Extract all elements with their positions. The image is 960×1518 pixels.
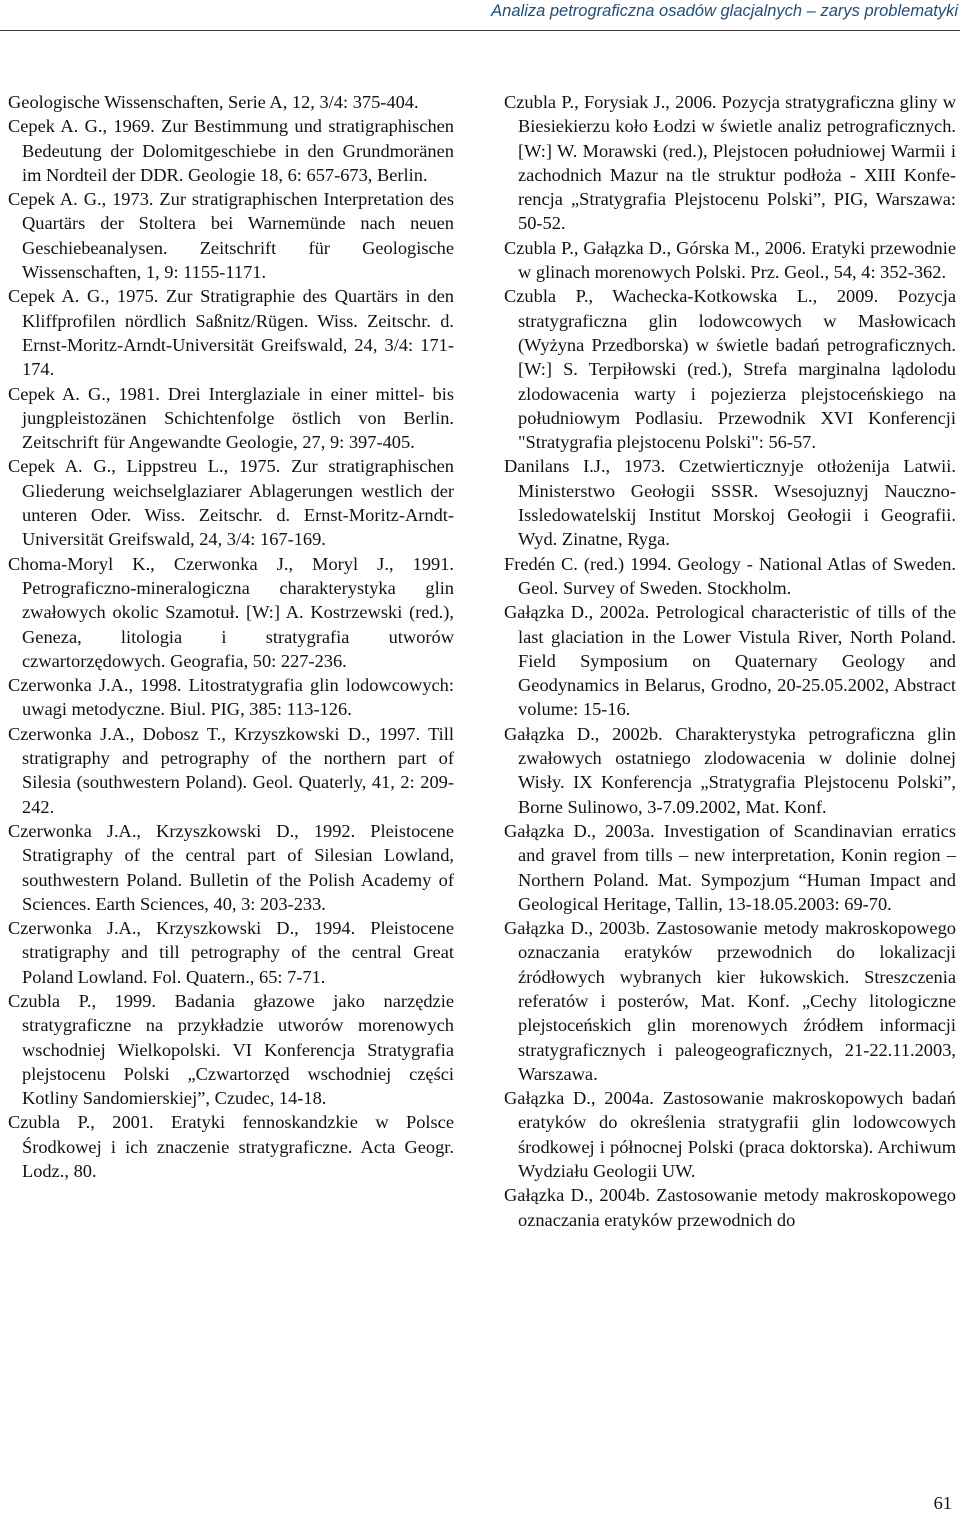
- reference-entry: Gałązka D., 2002a. Petrological characteristic of tills of the last glaciation in the Lower Vistula River, North Poland. Field Symposium on Quaternary Geology and Geodynamics in Belarus, Grodno, 20-25.05.2002, Abstract volume: 15-16.: [504, 602, 956, 720]
- reference-entry: Gałązka D., 2003b. Zastosowanie metody makroskopowego oznaczania eratyków przewodnich do lokalizacji źródłowych wybranych kier łukowskich. Streszczenia referatów i posterów, Mat. Konf. „Cechy litologiczne plejstoceńskich glin morenowych źródłem informacji stratygraficznych i paleogeograficznych, 21-22.11.2003, Warszawa.: [504, 918, 956, 1084]
- reference-entry: Czerwonka J.A., Krzyszkowski D., 1992. Pleistocene Stratigraphy of the central part of Silesian Lowland, southwestern Poland. Bulletin of the Polish Academy of Sciences. Earth Sciences, 40, 3: 203-233.: [8, 820, 454, 914]
- reference-entry: Czubla P., Wachecka-Kotkowska L., 2009. Pozycja stratygraficzna glin lodowcowych w Masłowicach (Wyżyna Przedborska) w świetle badań petrograficznych. [W:] S. Terpiłowski (red.), Strefa marginalna lądolodu zlodowacenia warty i pojezierza plejstoceńskiego na południowym Podlasiu. Przewodnik XVI Konferencji "Stratygrafia plejstocenu Polski": 56-57.: [504, 286, 956, 453]
- reference-entry: Gałązka D., 2004b. Zastosowanie metody makroskopowego oznaczania eratyków przewodnich do: [504, 1185, 956, 1230]
- reference-entry: Gałązka D., 2004a. Zastosowanie makroskopowych badań eratyków do określenia stratygrafii glin lodowcowych środkowej i północnej Polski (praca doktorska). Archiwum Wydziału Geologii UW.: [504, 1088, 956, 1182]
- reference-entry: Gałązka D., 2002b. Charakterystyka petrograficzna glin zwałowych ostatniego zlodowacenia w dolinie dolnej Wisły. IX Konferencja „Stratygrafia Plejstocenu Polski”, Borne Sulinowo, 3-7.09.2002, Mat. Konf.: [504, 723, 956, 817]
- reference-entry: Cepek A. G., Lippstreu L., 1975. Zur stratigraphischen Gliederung weichselglaziarer Ablagerungen westlich der unteren Oder. Wiss. Zeitschr. d. Ernst-Moritz-Arndt-Universität Greifswald, 24, 3/4: 167-169.: [8, 456, 454, 550]
- reference-entry: Czerwonka J.A., 1998. Litostratygrafia glin lodowcowych: uwagi metodyczne. Biul. PIG, 385: 113-126.: [8, 675, 454, 720]
- reference-entry: Cepek A. G., 1973. Zur stratigraphischen Interpretation des Quartärs der Stoltera bei Warnemünde nach neuen Geschiebeanalysen. Zeitschrift für Geologische Wissenschaften, 1, 9: 1155-1171.: [8, 189, 454, 283]
- reference-entry: Cepek A. G., 1975. Zur Stratigraphie des Quartärs in den Kliffprofilen nördlich Saßnitz/Rügen. Wiss. Zeitschr. d. Ernst-Moritz-Arndt-Universität Greifswald, 24, 3/4: 171-174.: [8, 286, 454, 380]
- reference-entry: Czubla P., Forysiak J., 2006. Pozycja stratygraficzna gliny w Biesiekierzu koło Łodzi w świetle analiz petrograficznych. [W:] W. Morawski (red.), Plejstocen południowej Warmii i zachodnich Mazur na tle struktur podłoża - XIII Konferencja „Stratygrafia Plejstocenu Polski”, PIG, Warszawa: 50-52.: [504, 92, 956, 234]
- reference-entry: Czubla P., Gałązka D., Górska M., 2006. Eratyki przewodnie w glinach morenowych Polski. Prz. Geol., 54, 4: 352-362.: [504, 237, 956, 283]
- reference-entry: Cepek A. G., 1969. Zur Bestimmung und stratigraphischen Bedeutung der Dolomitgeschiebe in den Grundmoränen im Nordteil der DDR. Geologie 18, 6: 657-673, Berlin.: [8, 116, 454, 185]
- reference-entry: Czerwonka J.A., Krzyszkowski D., 1994. Pleistocene stratigraphy and till petrography of the central Great Poland Lowland. Fol. Quatern., 65: 7-71.: [8, 918, 454, 987]
- header-divider: [0, 30, 960, 31]
- reference-entry: Choma-Moryl K., Czerwonka J., Moryl J., 1991. Petrograficzno-mineralogiczna charakterystyka glin zwałowych okolic Szamotuł. [W:] A. Kostrzewski (red.), Geneza, litologia i stratygrafia utworów czwartorzędowych. Geografia, 50: 227-236.: [8, 553, 454, 671]
- running-header-title: Analiza petrograficzna osadów glacjalnych – zarys problematyki: [491, 2, 958, 20]
- reference-entry: Cepek A. G., 1981. Drei Interglaziale in einer mittel- bis jungpleistozänen Schichtenfolge östlich von Berlin. Zeitschrift für Angewandte Geologie, 27, 9: 397-405.: [8, 383, 454, 453]
- reference-entry: Czerwonka J.A., Dobosz T., Krzyszkowski D., 1997. Till stratigraphy and petrography of the northern part of Silesia (southwestern Poland). Geol. Quaterly, 41, 2: 209-242.: [8, 723, 454, 817]
- left-reference-column: [8, 90, 454, 1183]
- reference-entry: Geologische Wissenschaften, Serie A, 12, 3/4: 375-404.: [8, 92, 419, 112]
- reference-entry: Danilans I.J., 1973. Czetwierticznyje otłożenija Latwii. Ministerstwo Geołogii SSSR. Wsesojuznyj Nauczno-Issledowatelskij Institut Morskoj Geołogii i Geografii. Wyd. Zinatne, Ryga.: [504, 456, 956, 550]
- page-number: 61: [933, 1493, 952, 1513]
- right-reference-column: [504, 90, 956, 1232]
- reference-entry: Czubla P., 2001. Eratyki fennoskandzkie w Polsce Środkowej i ich znaczenie stratygraficzne. Acta Geogr. Lodz., 80.: [8, 1112, 454, 1182]
- reference-entry: Fredén C. (red.) 1994. Geology - National Atlas of Sweden. Geol. Survey of Sweden. Stockholm.: [504, 553, 956, 598]
- reference-entry: Gałązka D., 2003a. Investigation of Scandinavian erratics and gravel from tills – new interpretation, Konin region – Northern Poland. Mat. Sympozjum “Human Impact and Geological Heritage, Tallin, 13-18.05.2003: 69-70.: [504, 820, 956, 914]
- reference-entry: Czubla P., 1999. Badania głazowe jako narzędzie stratygraficzne na przykładzie utworów morenowych wschodniej Wielkopolski. VI Konferencja Stratygrafia plejstocenu Polski „Czwartorzęd wschodniej części Kotliny Sandomierskiej”, Czudec, 14-18.: [8, 990, 454, 1109]
